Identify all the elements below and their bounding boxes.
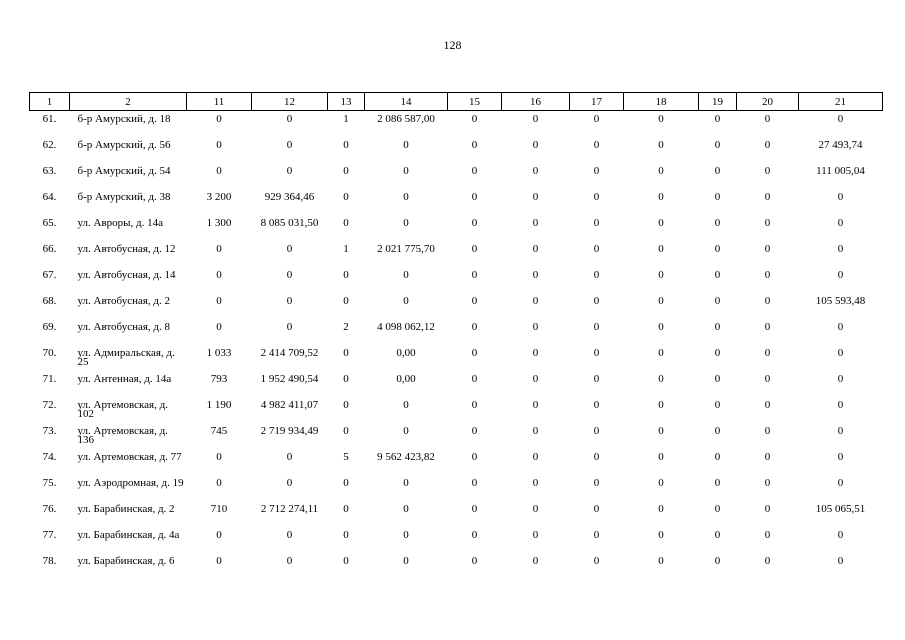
table-row	[30, 553, 883, 579]
column-header: 21	[799, 93, 883, 111]
value-cell: 0	[343, 138, 349, 151]
value-cell: 0	[714, 320, 721, 333]
value-cell: 0	[532, 476, 539, 489]
row-number: 74.	[42, 450, 57, 463]
value-cell: 0	[471, 528, 478, 541]
value-cell: 0	[471, 113, 478, 125]
value-cell: 0	[286, 528, 293, 541]
value-cell: 0	[658, 476, 664, 489]
value-cell: 0	[343, 294, 349, 307]
value-cell: 0	[471, 294, 478, 307]
column-header: 15	[448, 93, 502, 111]
row-number: 75.	[42, 476, 57, 489]
value-cell: 929 364,46	[264, 190, 315, 203]
value-cell: 0	[286, 113, 293, 125]
value-cell: 0	[658, 346, 664, 359]
value-cell: 0,00	[396, 346, 416, 359]
value-cell: 0	[532, 216, 539, 229]
value-cell: 0	[658, 398, 664, 411]
value-cell: 0	[532, 346, 539, 359]
value-cell: 0	[216, 138, 222, 151]
value-cell: 0	[714, 450, 721, 463]
value-cell: 0	[286, 242, 293, 255]
value-cell: 0	[837, 528, 844, 541]
value-cell: 5	[343, 450, 349, 463]
value-cell: 0	[593, 346, 600, 359]
value-cell: 0	[764, 372, 771, 385]
value-cell: 0	[714, 294, 721, 307]
value-cell: 0	[837, 554, 844, 567]
address-cell: ул. Антенная, д. 14а	[77, 372, 172, 385]
value-cell: 0	[658, 372, 664, 385]
value-cell: 0	[343, 476, 349, 489]
value-cell: 0	[343, 528, 349, 541]
row-number: 67.	[42, 268, 57, 281]
value-cell: 0	[764, 216, 771, 229]
column-header: 19	[699, 93, 737, 111]
value-cell: 0	[658, 424, 664, 437]
table-row	[30, 475, 883, 501]
value-cell: 0	[471, 476, 478, 489]
value-cell: 0	[532, 164, 539, 177]
value-cell: 0	[403, 424, 409, 437]
value-cell: 0	[593, 528, 600, 541]
value-cell: 0	[764, 346, 771, 359]
value-cell: 0	[593, 372, 600, 385]
value-cell: 1 033	[206, 346, 232, 359]
value-cell: 8 085 031,50	[260, 216, 319, 229]
value-cell: 0	[658, 190, 664, 203]
value-cell: 1 952 490,54	[260, 372, 319, 385]
value-cell: 0	[216, 294, 222, 307]
row-number: 69.	[42, 320, 57, 333]
value-cell: 0	[764, 190, 771, 203]
table-row	[30, 319, 883, 345]
value-cell: 0	[593, 476, 600, 489]
value-cell: 0	[532, 398, 539, 411]
row-number: 64.	[42, 190, 57, 203]
row-number: 68.	[42, 294, 57, 307]
value-cell: 0	[593, 502, 600, 515]
value-cell: 0	[403, 138, 409, 151]
value-cell: 0	[658, 294, 664, 307]
value-cell: 0	[343, 346, 349, 359]
value-cell: 0	[837, 372, 844, 385]
value-cell: 0	[471, 320, 478, 333]
table-row	[30, 293, 883, 319]
value-cell: 2 021 775,70	[377, 242, 435, 255]
value-cell: 0	[764, 242, 771, 255]
value-cell: 0	[593, 450, 600, 463]
value-cell: 0	[343, 190, 349, 203]
value-cell: 0	[532, 554, 539, 567]
address-cell: ул. Барабинская, д. 4а	[77, 528, 180, 541]
column-header: 18	[624, 93, 699, 111]
address-cell: б-р Амурский, д. 54	[77, 164, 171, 177]
value-cell: 0	[837, 216, 844, 229]
column-header: 13	[328, 93, 365, 111]
column-header: 2	[70, 93, 187, 111]
value-cell: 0	[593, 216, 600, 229]
value-cell: 1 190	[206, 398, 232, 411]
value-cell: 0	[714, 190, 721, 203]
address-cell: ул. Артемовская, д. 136	[77, 424, 168, 446]
value-cell: 0	[714, 164, 721, 177]
value-cell: 0	[764, 424, 771, 437]
value-cell: 0	[837, 450, 844, 463]
value-cell: 0	[286, 450, 293, 463]
value-cell: 0	[471, 424, 478, 437]
table-row	[30, 397, 883, 423]
value-cell: 0	[343, 216, 349, 229]
address-cell: б-р Амурский, д. 18	[77, 113, 171, 125]
value-cell: 0	[714, 113, 721, 125]
page-number: 128	[443, 38, 462, 52]
value-cell: 9 562 423,82	[377, 450, 435, 463]
value-cell: 0	[403, 528, 409, 541]
value-cell: 0	[837, 346, 844, 359]
value-cell: 0	[216, 476, 222, 489]
value-cell: 0	[658, 242, 664, 255]
value-cell: 0	[593, 113, 600, 125]
value-cell: 0	[764, 268, 771, 281]
column-header: 11	[187, 93, 252, 111]
value-cell: 1 300	[206, 216, 232, 229]
value-cell: 0	[658, 450, 664, 463]
value-cell: 0	[343, 268, 349, 281]
table-row	[30, 423, 883, 449]
table-row	[30, 111, 883, 137]
value-cell: 0	[714, 554, 721, 567]
value-cell: 0	[403, 476, 409, 489]
value-cell: 0	[658, 216, 664, 229]
value-cell: 0	[837, 424, 844, 437]
value-cell: 0	[593, 138, 600, 151]
value-cell: 0	[343, 554, 349, 567]
value-cell: 0	[658, 528, 664, 541]
value-cell: 0	[764, 502, 771, 515]
address-cell: ул. Автобусная, д. 2	[77, 294, 171, 307]
table-row	[30, 501, 883, 527]
value-cell: 0	[837, 113, 844, 125]
value-cell: 0	[764, 320, 771, 333]
value-cell: 4 098 062,12	[377, 320, 435, 333]
value-cell: 0	[593, 268, 600, 281]
value-cell: 2 712 274,11	[260, 502, 319, 515]
address-cell: ул. Артемовская, д. 102	[77, 398, 168, 420]
value-cell: 0	[714, 476, 721, 489]
value-cell: 0	[532, 138, 539, 151]
address-cell: ул. Барабинская, д. 6	[77, 554, 175, 567]
value-cell: 0	[286, 554, 293, 567]
value-cell: 0	[714, 372, 721, 385]
value-cell: 0	[714, 398, 721, 411]
value-cell: 0	[837, 242, 844, 255]
value-cell: 0	[764, 294, 771, 307]
value-cell: 0	[216, 320, 222, 333]
value-cell: 0	[532, 372, 539, 385]
value-cell: 0	[593, 424, 600, 437]
value-cell: 0	[403, 164, 409, 177]
address-cell: ул. Автобусная, д. 8	[77, 320, 171, 333]
value-cell: 0	[471, 164, 478, 177]
header-row	[30, 93, 883, 111]
value-cell: 0	[286, 320, 293, 333]
column-header: 20	[737, 93, 799, 111]
value-cell: 0	[343, 164, 349, 177]
value-cell: 0	[471, 554, 478, 567]
value-cell: 0	[764, 113, 771, 125]
row-number: 72.	[42, 398, 57, 411]
value-cell: 0	[764, 450, 771, 463]
table-row	[30, 527, 883, 553]
value-cell: 105 593,48	[815, 294, 866, 307]
value-cell: 0	[714, 502, 721, 515]
row-number: 76.	[42, 502, 57, 515]
value-cell: 0	[593, 554, 600, 567]
value-cell: 0	[532, 294, 539, 307]
value-cell: 0	[532, 450, 539, 463]
table-row	[30, 215, 883, 241]
row-number: 63.	[42, 164, 57, 177]
value-cell: 0	[471, 268, 478, 281]
address-cell: ул. Адмиральская, д. 25	[77, 346, 175, 368]
value-cell: 0	[764, 138, 771, 151]
value-cell: 0	[216, 528, 222, 541]
value-cell: 0	[714, 216, 721, 229]
value-cell: 27 493,74	[818, 138, 863, 151]
value-cell: 0	[286, 476, 293, 489]
value-cell: 0	[403, 294, 409, 307]
value-cell: 0	[658, 320, 664, 333]
address-cell: б-р Амурский, д. 56	[77, 138, 171, 151]
value-cell: 0	[658, 113, 664, 125]
value-cell: 0	[764, 528, 771, 541]
column-header: 1	[30, 93, 70, 111]
address-cell: ул. Барабинская, д. 2	[77, 502, 175, 515]
value-cell: 0	[343, 502, 349, 515]
value-cell: 2 086 587,00	[377, 113, 435, 125]
value-cell: 0	[216, 164, 222, 177]
value-cell: 710	[210, 502, 228, 515]
value-cell: 0	[593, 164, 600, 177]
value-cell: 2 414 709,52	[260, 346, 319, 359]
value-cell: 0	[286, 164, 293, 177]
value-cell: 0	[714, 346, 721, 359]
row-number: 77.	[42, 528, 57, 541]
table-row	[30, 189, 883, 215]
table-row	[30, 241, 883, 267]
value-cell: 0	[658, 502, 664, 515]
value-cell: 0	[658, 138, 664, 151]
value-cell: 0	[532, 242, 539, 255]
column-header: 17	[570, 93, 624, 111]
data-table	[29, 92, 883, 579]
value-cell: 105 065,51	[815, 502, 866, 515]
row-number: 65.	[42, 216, 57, 229]
value-cell: 0	[471, 346, 478, 359]
value-cell: 0	[403, 216, 409, 229]
value-cell: 0	[714, 528, 721, 541]
value-cell: 0	[471, 216, 478, 229]
value-cell: 0	[532, 113, 539, 125]
value-cell: 0	[286, 138, 293, 151]
value-cell: 0	[403, 398, 409, 411]
value-cell: 0	[216, 554, 222, 567]
value-cell: 0	[216, 242, 222, 255]
value-cell: 0	[532, 190, 539, 203]
value-cell: 0	[593, 398, 600, 411]
value-cell: 0	[837, 268, 844, 281]
value-cell: 0	[837, 476, 844, 489]
value-cell: 4 982 411,07	[260, 398, 319, 411]
value-cell: 0	[403, 190, 409, 203]
address-cell: ул. Артемовская, д. 77	[77, 450, 182, 463]
value-cell: 0	[343, 398, 349, 411]
value-cell: 0	[403, 268, 409, 281]
value-cell: 0	[837, 320, 844, 333]
value-cell: 0	[764, 554, 771, 567]
value-cell: 3 200	[206, 190, 232, 203]
address-cell: ул. Аэродромная, д. 19	[77, 476, 184, 489]
value-cell: 745	[210, 424, 228, 437]
value-cell: 2 719 934,49	[260, 424, 319, 437]
row-number: 70.	[42, 346, 57, 359]
column-header: 12	[252, 93, 328, 111]
value-cell: 0	[471, 398, 478, 411]
value-cell: 0	[471, 372, 478, 385]
address-cell: ул. Авроры, д. 14а	[77, 216, 164, 229]
value-cell: 0	[714, 138, 721, 151]
row-number: 73.	[42, 424, 57, 437]
value-cell: 0	[532, 528, 539, 541]
value-cell: 0	[764, 398, 771, 411]
value-cell: 1	[343, 242, 349, 255]
value-cell: 0	[471, 502, 478, 515]
value-cell: 0	[403, 554, 409, 567]
value-cell: 0	[286, 268, 293, 281]
value-cell: 0	[593, 294, 600, 307]
table-row	[30, 345, 883, 371]
value-cell: 0	[471, 450, 478, 463]
table-row	[30, 449, 883, 475]
value-cell: 0	[532, 424, 539, 437]
value-cell: 0	[593, 320, 600, 333]
value-cell: 0	[471, 242, 478, 255]
column-header: 14	[365, 93, 448, 111]
table-row	[30, 371, 883, 397]
value-cell: 1	[343, 113, 349, 125]
value-cell: 0	[764, 476, 771, 489]
value-cell: 0	[658, 164, 664, 177]
value-cell: 0,00	[396, 372, 416, 385]
value-cell: 0	[532, 268, 539, 281]
value-cell: 0	[216, 113, 222, 125]
row-number: 62.	[42, 138, 57, 151]
value-cell: 0	[286, 294, 293, 307]
row-number: 61.	[42, 113, 57, 125]
address-cell: ул. Автобусная, д. 12	[77, 242, 176, 255]
value-cell: 111 005,04	[816, 164, 865, 177]
row-number: 66.	[42, 242, 57, 255]
value-cell: 0	[714, 268, 721, 281]
value-cell: 793	[210, 372, 228, 385]
value-cell: 0	[837, 398, 844, 411]
table-row	[30, 163, 883, 189]
value-cell: 0	[764, 164, 771, 177]
row-number: 78.	[42, 554, 57, 567]
value-cell: 0	[837, 190, 844, 203]
table-row	[30, 137, 883, 163]
table-body	[30, 111, 883, 579]
value-cell: 0	[714, 424, 721, 437]
value-cell: 0	[532, 502, 539, 515]
value-cell: 0	[593, 242, 600, 255]
value-cell: 0	[532, 320, 539, 333]
value-cell: 0	[216, 268, 222, 281]
value-cell: 0	[658, 554, 664, 567]
value-cell: 0	[403, 502, 409, 515]
value-cell: 0	[471, 190, 478, 203]
value-cell: 0	[216, 450, 222, 463]
row-number: 71.	[42, 372, 57, 385]
address-cell: б-р Амурский, д. 38	[77, 190, 171, 203]
value-cell: 0	[714, 242, 721, 255]
value-cell: 0	[471, 138, 478, 151]
address-cell: ул. Автобусная, д. 14	[77, 268, 176, 281]
value-cell: 0	[343, 372, 349, 385]
value-cell: 2	[343, 320, 349, 333]
value-cell: 0	[343, 424, 349, 437]
value-cell: 0	[658, 268, 664, 281]
value-cell: 0	[593, 190, 600, 203]
column-header: 16	[502, 93, 570, 111]
table-row	[30, 267, 883, 293]
